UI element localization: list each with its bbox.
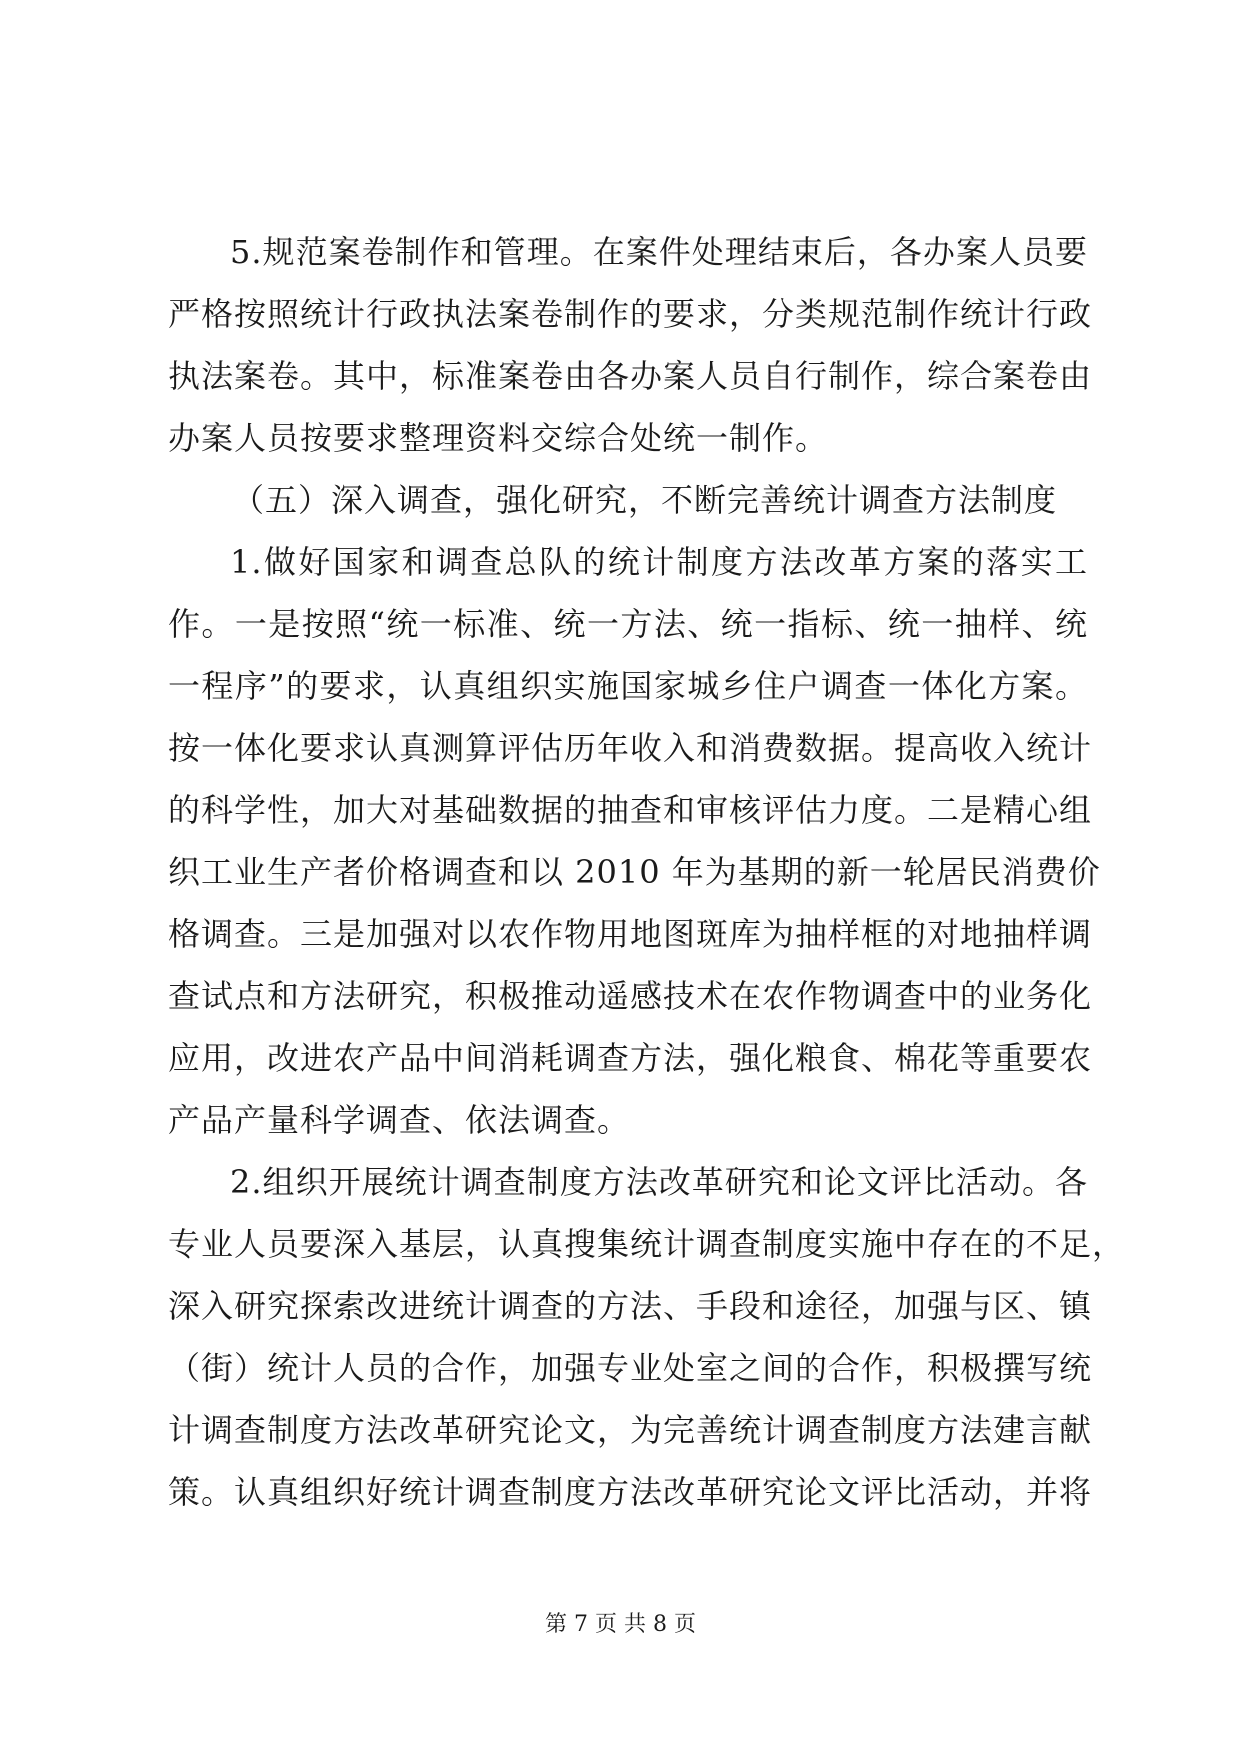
paragraph-line: 5.规范案卷制作和管理。在案件处理结束后，各办案人员要 [230,233,1088,271]
paragraph-line: 策。认真组织好统计调查制度方法改革研究论文评比活动，并将 [168,1473,1093,1511]
page-number-footer: 第 7 页 共 8 页 [545,1612,696,1637]
section-heading: （五）深入调查，强化研究，不断完善统计调查方法制度 [232,481,1058,519]
paragraph-line: 查试点和方法研究，积极推动遥感技术在农作物调查中的业务化 [168,977,1093,1015]
paragraph-line: 1.做好国家和调查总队的统计制度方法改革方案的落实工 [230,543,1088,581]
paragraph-line: （街）统计人员的合作，加强专业处室之间的合作，积极撰写统 [168,1349,1093,1387]
paragraph-line: 格调查。三是加强对以农作物用地图斑库为抽样框的对地抽样调 [168,915,1093,953]
paragraph-line: 深入研究探索改进统计调查的方法、手段和途径，加强与区、镇 [168,1287,1093,1325]
paragraph-line: 一程序”的要求，认真组织实施国家城乡住户调查一体化方案。 [168,667,1088,705]
paragraph-line: 计调查制度方法改革研究论文，为完善统计调查制度方法建言献 [168,1411,1093,1449]
paragraph-line: 的科学性，加大对基础数据的抽查和审核评估力度。二是精心组 [168,791,1093,829]
paragraph-line: 应用，改进农产品中间消耗调查方法，强化粮食、棉花等重要农 [168,1039,1093,1077]
paragraph-line: 按一体化要求认真测算评估历年收入和消费数据。提高收入统计 [168,729,1093,767]
paragraph-line: 产品产量科学调查、依法调查。 [168,1101,631,1139]
paragraph-line: 执法案卷。其中，标准案卷由各办案人员自行制作，综合案卷由 [168,357,1093,395]
paragraph-line: 严格按照统计行政执法案卷制作的要求，分类规范制作统计行政 [168,295,1093,333]
paragraph-line: 2.组织开展统计调查制度方法改革研究和论文评比活动。各 [230,1163,1088,1201]
paragraph-line: 作。一是按照“统一标准、统一方法、统一指标、统一抽样、统 [168,605,1088,643]
paragraph-line: 办案人员按要求整理资料交综合处统一制作。 [168,419,829,457]
paragraph-line: 专业人员要深入基层，认真搜集统计调查制度实施中存在的不足， [168,1225,1126,1263]
paragraph-line: 织工业生产者价格调查和以 2010 年为基期的新一轮居民消费价 [168,853,1101,891]
